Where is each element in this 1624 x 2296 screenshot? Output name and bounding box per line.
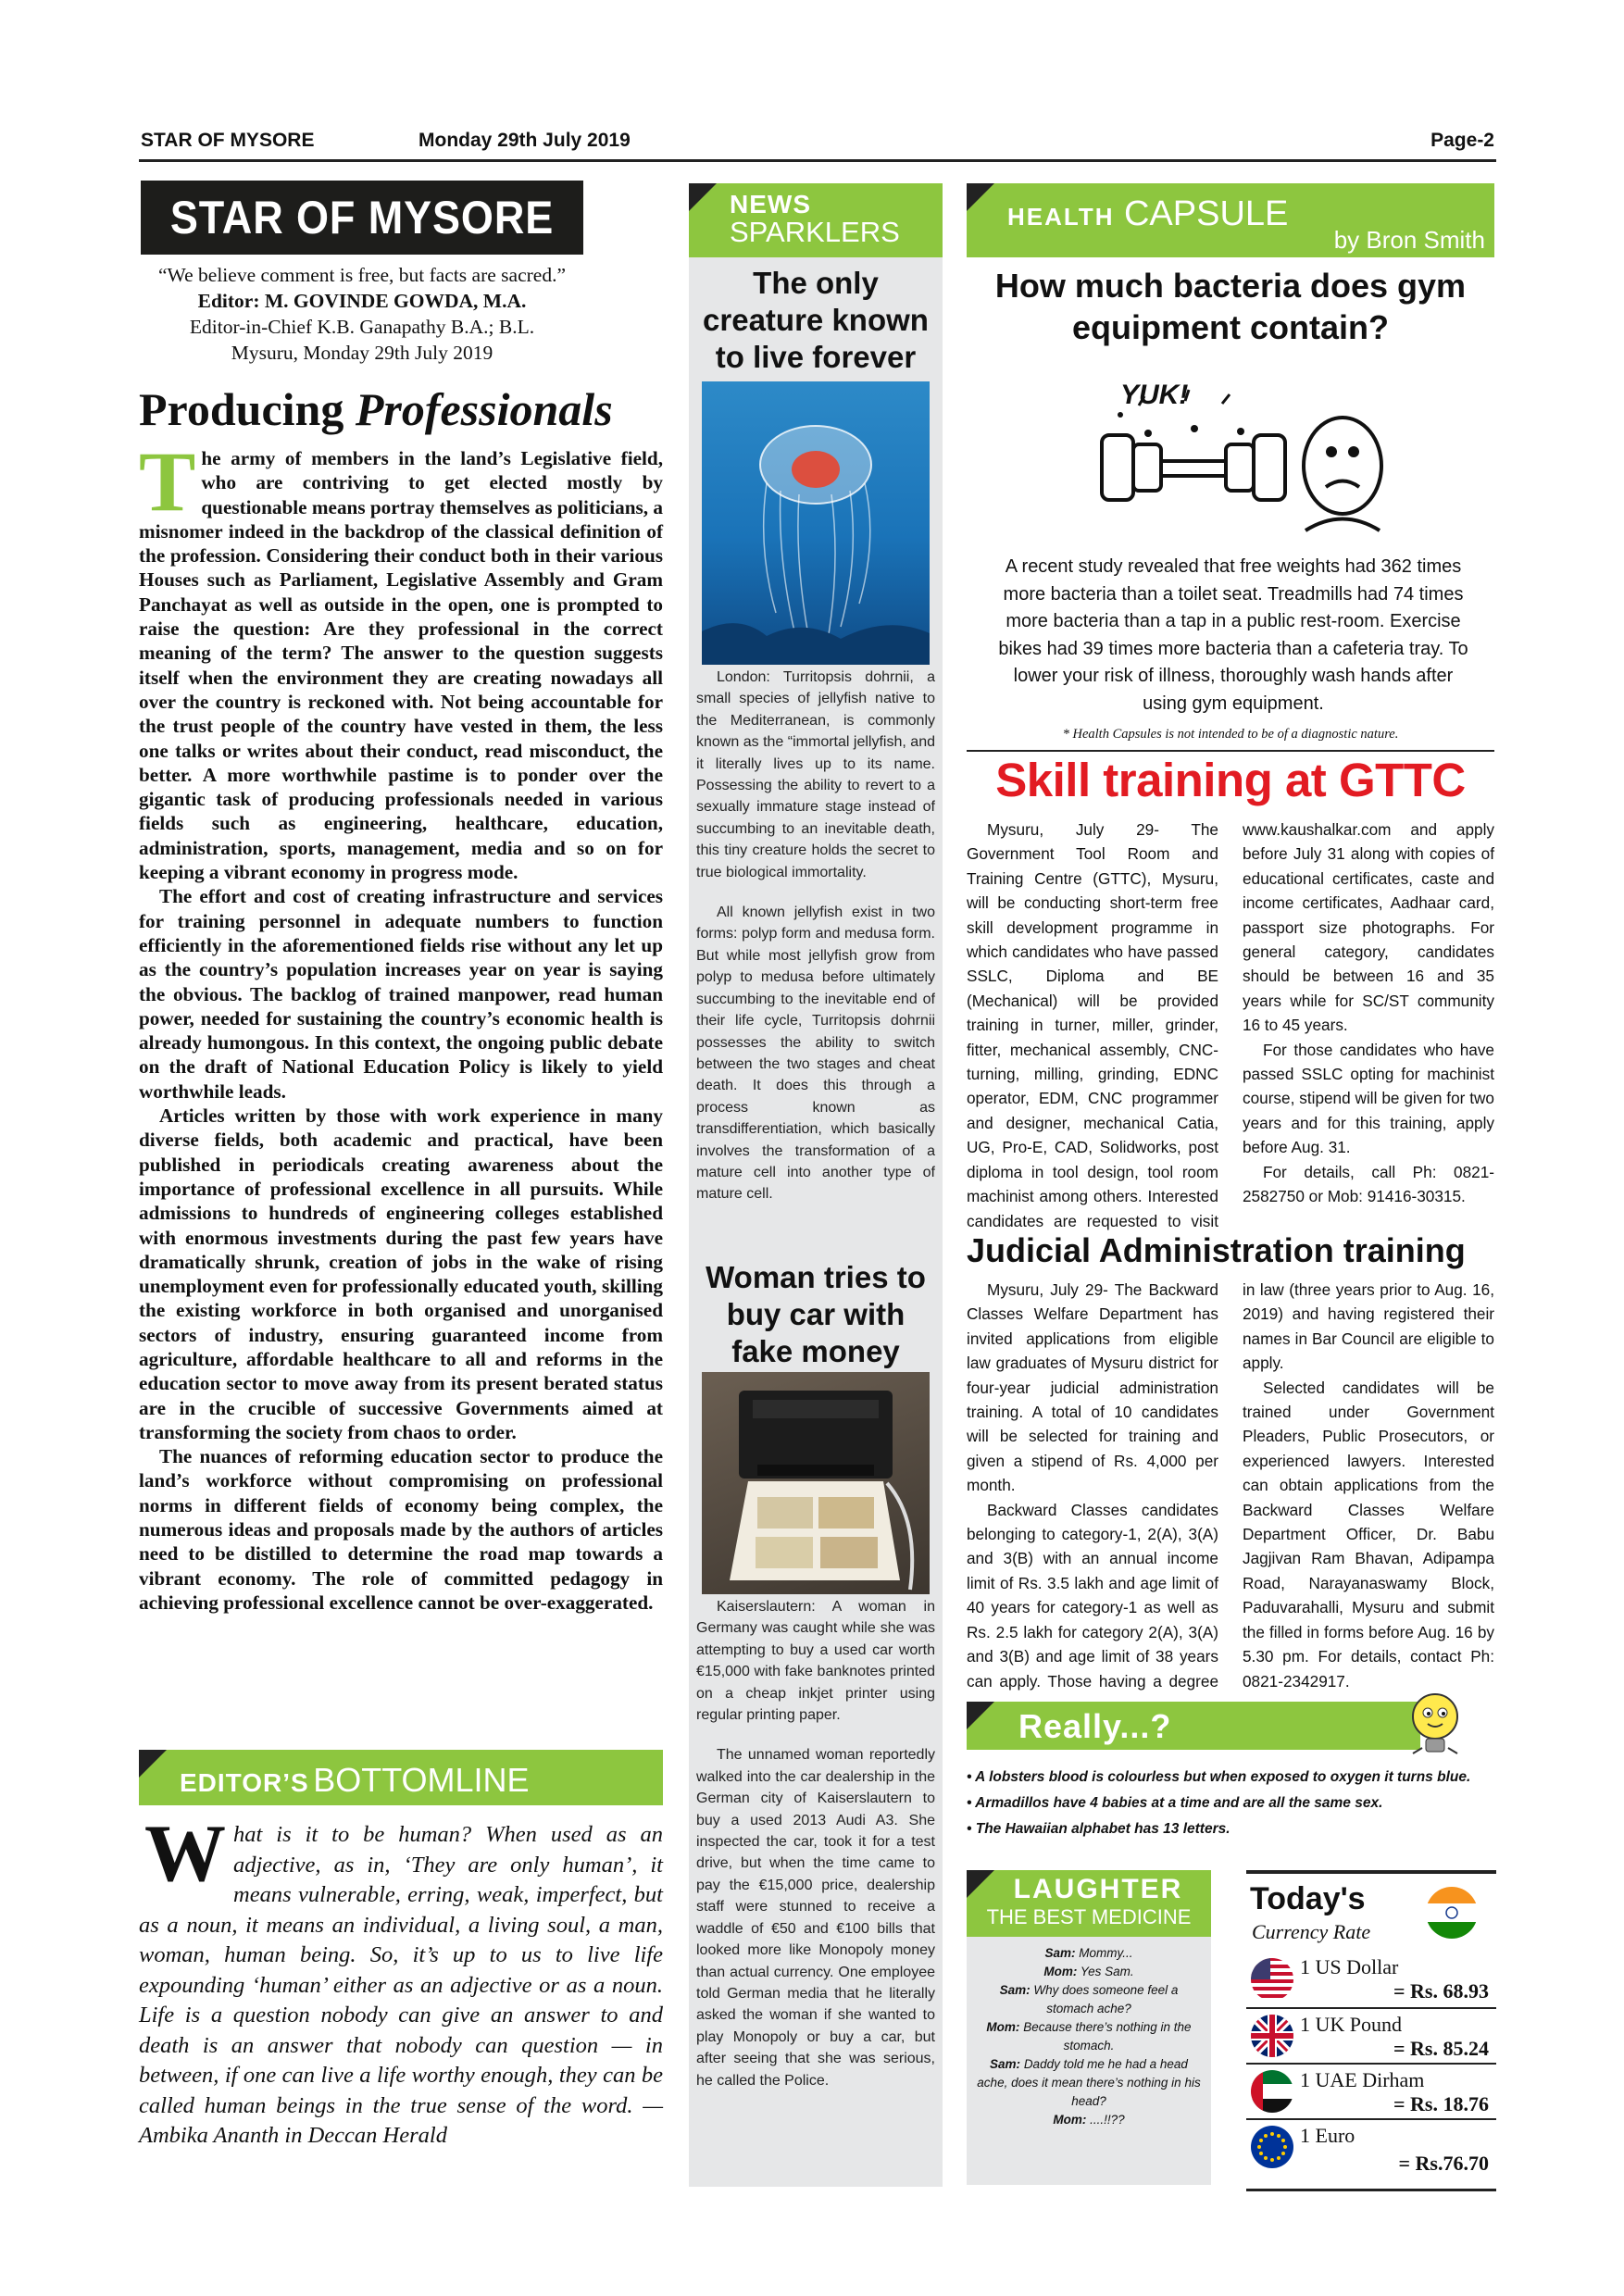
currency-row [1246,2120,1496,2181]
bottomline-header [139,1750,663,1805]
sparklers-label-bold: NEWS [730,190,811,218]
laughter-body [976,1944,1202,2129]
currency-value: = Rs. 68.93 [1393,1979,1489,2003]
gttc-body [967,817,1494,1243]
printer-photo [702,1372,930,1594]
us-flag-icon [1250,1957,1294,2002]
masthead-info [139,262,585,366]
editorial-paragraph: he army of members in the land’s Legislative field, who are contriving to get elected mostly by questionable means portray themselves as politicians, a misnomer indeed in the backdrop of the classical definition of the profession. Considering their conduct both in their various Houses such as Parliament, Legislative Assembly and Gram Panchayat as well as outside in the open, one is prompted to raise the question: Are they professional in the correct meaning of the term? The answer to the question suggests itself when the environment they are creating nowadays all over the country is reckoned with. Not being accountable for the trust people of the country have vested in them, the less one talks or writes about their conduct, read misconduct, the better. A more worthwhile pastime is to ponder over the gigantic task of producing professionals needed in various fields such as engineering, healthcare, education, administration, sports, management, media and so on for keeping a vibrant economy in progress mode. [139,447,663,884]
gym-cartoon [1083,378,1389,540]
currency-subtitle: Currency Rate [1252,1920,1371,1943]
sparklers-header [689,183,943,257]
masthead-editor: Editor: M. GOVINDE GOWDA, M.A. [197,290,527,312]
laughter-label-bold: LAUGHTER [1013,1874,1183,1904]
editorial-dropcap: T [139,434,196,529]
currency-unit: 1 UK Pound [1300,2013,1403,2036]
masthead-editor-in-chief: Editor-in-Chief K.B. Ganapathy B.A.; B.L. [189,316,535,338]
currency-row [1246,2009,1496,2065]
header-rule [139,159,1496,162]
gttc-paragraph: For details, call Ph: 0821-2582750 or Mob: 91416-30315. [1243,1162,1494,1206]
currency-row [1246,1952,1496,2009]
judicial-body [967,1278,1494,1694]
health-header [967,183,1494,257]
sparklers-paragraph: London: Turritopsis dohrnii, a small species of jellyfish native to the Mediterranean, is commonly known as the “immortal jellyfish, and it literally lives up to its name. Possessing the ability to revert to a sexually immature stage instead of succumbing to an inevitable death, this tiny creature holds the secret to true biological immortality. [696,669,935,880]
laughter-header [967,1870,1211,1937]
dialogue-line: Sam: Mommy... [1044,1946,1133,1960]
page-header [139,130,1496,157]
uae-flag-icon [1250,2069,1294,2114]
sparklers-paragraph: The unnamed woman reportedly walked into the car dealership in the German city of Kaiserslautern to buy a used 2013 Audi A3. She inspected the car, took it for a test drive, but when the time came to pay the €15,000 price, dealership staff were stunned to receive a waddle of €50 and €100 bills that looked more like Monopoly money than actual currency. One employee told German media that he literally asked the woman if she wanted to play Monopoly or buy a car, but after seeing that she was serious, he called the Police. [696,1747,935,2089]
header-paper-name: STAR OF MYSORE [141,130,315,151]
bottomline-dropcap: W [144,1809,226,1899]
currency-value: = Rs. 18.76 [1393,2092,1489,2115]
jellyfish-photo [702,381,930,665]
currency-value: = Rs.76.70 [1398,2152,1489,2175]
bottomline-body [139,1809,664,2152]
currency-title: Today's [1250,1881,1366,1916]
gttc-paragraph: For those candidates who have passed SSLC opting for machinist course, stipend will be given for two years and for this training, apply before Aug. 31. [1243,1040,1494,1157]
bottomline-label-thin: BOTTOMLINE [313,1761,530,1799]
health-byline: by Bron Smith [1333,226,1485,254]
sparklers-paragraph: All known jellyfish exist in two forms: polyp form and medusa form. But while most jellyfish grow from polyp to medusa before ultimately succumbing to the inevitable end of their life cycle, Turritopsis dohrnii possesses the ability to switch between the two stages and cheat death. It does this through a process known as transdifferentiation, which basically involves the transformation of a mature cell into another type of mature cell. [696,905,935,1203]
masthead-title: STAR OF MYSORE [169,192,555,243]
really-label: Really...? [1018,1707,1172,1745]
dialogue-line: Mom: Because there’s nothing in the stomach. [986,2020,1192,2053]
judicial-paragraph: Backward Classes candidates belonging to category-1, 2(A), 3(A) and 3(B) with an annual income limit of Rs. 3.5 lakh and age limit of 40 years for category-1 as well as Rs. 2.5 lakh for category 2(A), 3(A) and 3(B) and age limit of 38 years can apply. Those having a degree in law (three years prior to Aug. 16, 2019) and having registered their names in Bar Council are eligible to apply. [967,1280,1494,1691]
corner-mark [689,183,717,211]
gttc-title: Skill training at GTTC [995,754,1466,806]
sparklers-story2-title: Woman tries to buy car with fake money [706,1260,926,1368]
editorial-title-italic: Professionals [355,383,613,435]
sparklers-story1-body [696,667,935,1205]
eu-flag-icon [1250,2125,1294,2169]
printer-icon [702,1372,930,1594]
corner-mark [139,1750,167,1778]
judicial-paragraph: Mysuru, July 29- The Backward Classes Welfare Department has invited applications from eligible law graduates of Mysuru district for four-year judicial administration training. A total of 10 candidates will be selected for training and given a stipend of Rs. 4,000 per month. [967,1280,1218,1495]
corner-mark [967,183,994,211]
lightbulb-icon [1405,1689,1465,1763]
really-fact: • The Hawaiian alphabet has 13 letters. [967,1821,1230,1837]
masthead-dateline: Mysuru, Monday 29th July 2019 [231,342,493,364]
uk-flag-icon [1250,2014,1294,2058]
editorial-body [139,434,663,1615]
gttc-paragraph: Mysuru, July 29- The Government Tool Room and Training Centre (GTTC), Mysuru, will be conducting short-term free skill development programme in which candidates who have passed SSLC, Diploma and BE (Mechanical) will be provided training in turner, miller, grinder, fitter, mechanical assembly, CNC-turning, milling, grinding, EDNC operator, EDM, CNC programmer and designer, mechanical Catia, UG, Pro-E, CAD, Solidworks, post diploma in tool design, tool room machinist among others. Interested candidates are requested to visit www.kaushalkar.com and apply before July 31 along with copies of educational certificates, caste and income certificates, Aadhaar card, passport size photographs. For general category, candidates should be between 16 and 35 years while for SC/ST community 16 to 45 years. [967,820,1494,1230]
masthead-motto: “We believe comment is free, but facts are sacred.” [158,264,566,286]
currency-unit: 1 US Dollar [1300,1955,1399,1978]
dialogue-line: Sam: Daddy told me he had a head ache, does it mean there’s nothing in his head? [977,2057,1201,2108]
judicial-title: Judicial Administration training [967,1231,1466,1269]
editorial-title-plain: Producing [139,383,356,435]
bottomline-text: hat is it to be human? When used as an adjective, as in, ‘They are only human’, it means vulnerable, erring, weak, imperfect, but as a noun, it means an individual, a living soul, a man, woman, human being. So, it’s up to us to live life expounding ‘human’ either as an adjective or as a noun. Life is a question nobody can give an answer to and death is an answer that nobody can question — in between, if one can live a life worthy enough, they can be called human beings in the true sense of the word. [139,1822,663,2118]
currency-unit: 1 UAE Dirham [1300,2068,1425,2091]
editorial-paragraph: The effort and cost of creating infrastructure and services for training personnel in adequate numbers to function efficiently in the aforementioned fields rise without any let up as the country’s population increases year on year is saying the obvious. The backlog of trained manpower, read human power, needed for sustaining the country’s economic health is already humongous. In this context, the ongoing public debate on the draft of National Education Policy is likely to yield worthwhile leads. [139,885,663,1103]
dialogue-line: Sam: Why does someone feel a stomach ache? [999,1983,1179,2015]
health-title: How much bacteria does gym equipment contain? [994,267,1467,346]
editorial-paragraph: The nuances of reforming education sector to produce the land’s workforce without compromising on professional norms in different fields of economy being complex, the numerous ideas and proposals made by the authors of articles need to be distilled to determine the road map towards a vibrant economy. The role of committed pedagogy in achieving professional excellence cannot be over-exaggerated. [139,1445,663,1614]
really-facts [967,1765,1496,1842]
health-note: * Health Capsules is not intended to be of a diagnostic nature. [1062,727,1399,742]
corner-mark [967,1702,994,1729]
currency-box [1246,1870,1496,2191]
judicial-paragraph: Selected candidates will be trained under Government Pleaders, Public Prosecutors, or experienced lawyers. Interested can obtain applications from the Backward Classes Welfare Department Officer, Dr. Babu Jagjivan Ram Bhavan, Adipampa Road, Narayanaswamy Block, Paduvarahalli, Mysuru and submit the filled in forms before Aug. 16 by 5.30 pm. For details, contact Ph: 0821-2342917. [1243,1378,1494,1691]
sparklers-label-thin: SPARKLERS [730,216,900,248]
laughter-label-thin: THE BEST MEDICINE [986,1905,1192,1928]
bottomline-credit: — Ambika Ananth in Deccan Herald [139,2092,664,2148]
dialogue-line: Mom: ....!!?? [1053,2113,1125,2127]
india-flag-icon [1424,1885,1480,1940]
header-page-number: Page-2 [1430,130,1494,151]
really-header [967,1702,1420,1750]
health-label-thin: CAPSULE [1123,194,1289,233]
bottomline-label-bold: EDITOR’S [180,1768,309,1797]
currency-row [1246,2065,1496,2120]
masthead-box [141,181,583,255]
editorial-paragraph: Articles written by those with work experience in many diverse fields, both academic and practical, have been published in periodicals creating awareness about the importance of professional excellence in all pursuits. While admissions to hundreds of engineering colleges established with enormous investments during the past few years have dramatically shrunk, creation of jobs in the wake of rising unemployment even for professionally educated youth, skilling the existing workforce in both organised and unorganised sectors of industry, ensuring guaranteed income from agriculture, affordable healthcare to all and reforms in the education sector to move away from its present berated status are in the crucible of successive Governments aimed at transforming the society from chaos to order. [139,1104,663,1443]
sparklers-story1-title: The only creature known to live forever [703,266,929,374]
editorial-title [139,381,657,437]
dialogue-line: Mom: Yes Sam. [1043,1965,1134,1978]
header-date: Monday 29th July 2019 [418,130,631,151]
jellyfish-icon [702,381,930,665]
yuk-text: YUK! [1120,380,1189,410]
health-label-bold: HEALTH [1007,203,1115,231]
sparklers-paragraph: Kaiserslautern: A woman in Germany was caught while she was attempting to buy a used car worth €15,000 with fake banknotes printed on a cheap inkjet printer using regular printing paper. [696,1599,935,1724]
health-text: A recent study revealed that free weights had 362 times more bacteria than a toilet seat. Treadmills had 74 times more bacteria than a tap in a public rest-room. Exercise bikes had 39 times more bacteria than a cafeteria tray. To lower your risk of illness, thoroughly wash hands after using gym equipment. [998,556,1468,714]
currency-unit: 1 Euro [1300,2124,1355,2147]
really-fact: • A lobsters blood is colourless but when exposed to oxygen it turns blue. [967,1769,1471,1785]
really-fact: • Armadillos have 4 babies at a time and are all the same sex. [967,1795,1383,1811]
sparklers-story2-body [696,1596,935,2091]
currency-value: = Rs. 85.24 [1393,2037,1489,2060]
